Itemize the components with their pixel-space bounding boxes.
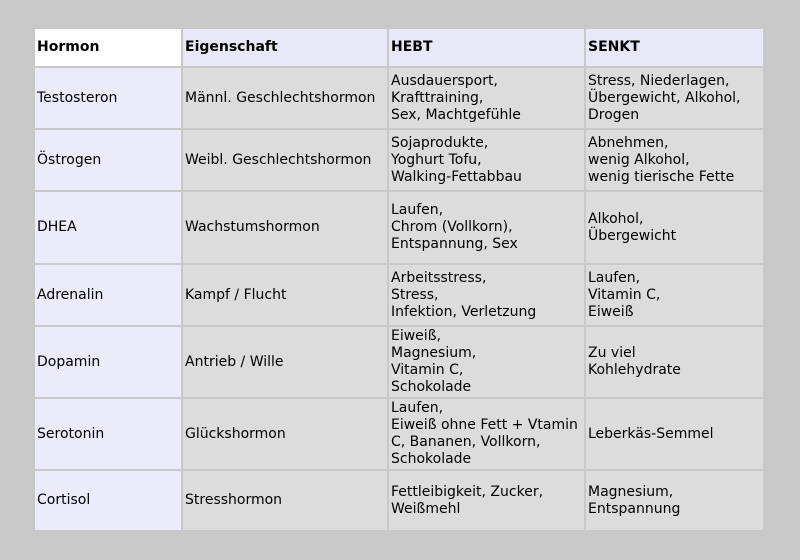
header-eigenschaft: Eigenschaft: [182, 28, 388, 67]
cell-hebt: Arbeitsstress, Stress, Infektion, Verletzung: [388, 264, 585, 326]
cell-eigenschaft: Stresshormon: [182, 470, 388, 531]
table-row: [34, 264, 764, 326]
header-hormon: Hormon: [34, 28, 182, 67]
cell-eigenschaft: Männl. Geschlechtshormon: [182, 67, 388, 129]
table-row: [34, 191, 764, 264]
cell-hormon: Serotonin: [34, 398, 182, 470]
header-senkt: SENKT: [585, 28, 764, 67]
cell-eigenschaft: Antrieb / Wille: [182, 326, 388, 398]
cell-senkt: Abnehmen, wenig Alkohol, wenig tierische Fette: [585, 129, 764, 191]
cell-senkt: Laufen, Vitamin C, Eiweiß: [585, 264, 764, 326]
header-hebt: HEBT: [388, 28, 585, 67]
table-header-row: [34, 28, 764, 67]
table-row: [34, 129, 764, 191]
cell-hormon: Testosteron: [34, 67, 182, 129]
cell-hebt: Laufen, Chrom (Vollkorn), Entspannung, Sex: [388, 191, 585, 264]
cell-senkt: Leberkäs-Semmel: [585, 398, 764, 470]
cell-senkt: Alkohol, Übergewicht: [585, 191, 764, 264]
cell-hebt: Eiweiß, Magnesium, Vitamin C, Schokolade: [388, 326, 585, 398]
cell-hormon: Dopamin: [34, 326, 182, 398]
table-row: [34, 398, 764, 470]
table-row: [34, 67, 764, 129]
cell-hebt: Ausdauersport, Krafttraining, Sex, Machtgefühle: [388, 67, 585, 129]
cell-hormon: DHEA: [34, 191, 182, 264]
cell-eigenschaft: Glückshormon: [182, 398, 388, 470]
cell-hebt: Fettleibigkeit, Zucker, Weißmehl: [388, 470, 585, 531]
table-row: [34, 326, 764, 398]
cell-senkt: Magnesium, Entspannung: [585, 470, 764, 531]
cell-hormon: Cortisol: [34, 470, 182, 531]
cell-hormon: Östrogen: [34, 129, 182, 191]
cell-eigenschaft: Wachstumshormon: [182, 191, 388, 264]
cell-eigenschaft: Kampf / Flucht: [182, 264, 388, 326]
cell-senkt: Zu viel Kohlehydrate: [585, 326, 764, 398]
cell-hebt: Laufen, Eiweiß ohne Fett + Vtamin C, Bananen, Vollkorn, Schokolade: [388, 398, 585, 470]
hormone-table: [33, 27, 765, 532]
cell-hebt: Sojaprodukte, Yoghurt Tofu, Walking-Fettabbau: [388, 129, 585, 191]
cell-eigenschaft: Weibl. Geschlechtshormon: [182, 129, 388, 191]
table-row: [34, 470, 764, 531]
cell-senkt: Stress, Niederlagen, Übergewicht, Alkohol, Drogen: [585, 67, 764, 129]
cell-hormon: Adrenalin: [34, 264, 182, 326]
